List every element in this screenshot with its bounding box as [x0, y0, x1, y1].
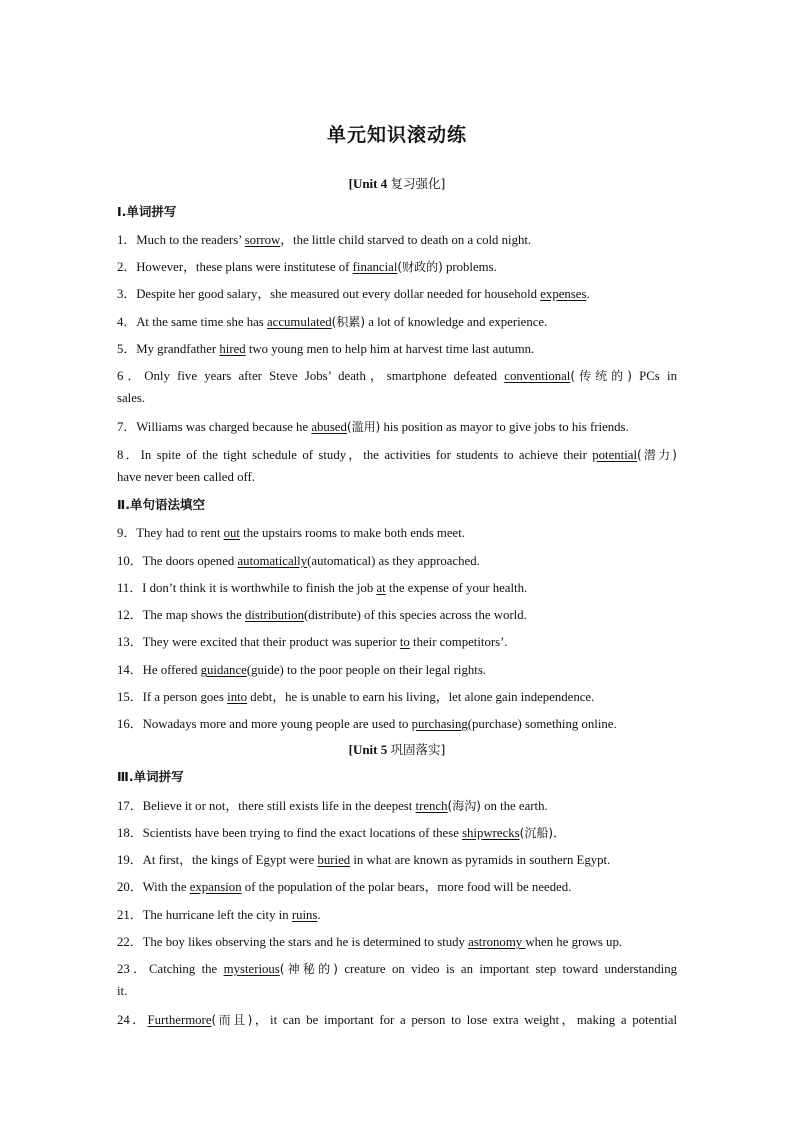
item-answer: accumulated — [266, 315, 332, 329]
exercise-item — [117, 338, 677, 357]
item-answer: conventional — [504, 369, 571, 383]
item-text-after: . — [317, 908, 321, 922]
page-title: 单元知识滚动练 — [326, 124, 467, 146]
item-text-after: ，the little child starved to death on a cold night. — [280, 233, 532, 247]
item-text-before: 23．Catching the — [117, 962, 224, 976]
item-text-before: 24． — [117, 1013, 148, 1027]
item-answer: financial — [352, 260, 398, 274]
unit-4-subtitle: 复习强化] — [390, 176, 446, 191]
exercise-item — [117, 550, 677, 569]
item-answer: ruins — [291, 908, 318, 922]
exercise-item — [117, 659, 677, 678]
item-text-after: the upstairs rooms to make both ends meet. — [239, 526, 465, 540]
item-answer: hired — [219, 342, 246, 356]
item-text-before: 20．With the — [117, 880, 190, 894]
item-text-before: 14．He offered — [117, 663, 201, 677]
exercise-item — [117, 686, 677, 705]
item-text-after: (guide) to the poor people on their legal rights. — [246, 663, 487, 677]
item-text-before: 5．My grandfather — [117, 342, 220, 356]
item-continuation: it. — [117, 984, 128, 998]
item-answer: shipwrecks — [462, 826, 520, 840]
item-text-after: (神秘的) creature on video is an important step toward understanding — [279, 962, 677, 976]
item-text-before: 1．Much to the readers’ — [117, 233, 245, 247]
item-text-before: 22．The boy likes observing the stars and he is determined to study — [117, 935, 469, 949]
item-text-before: 13．They were excited that their product was superior — [117, 635, 400, 649]
item-text-after: (潜力) — [637, 448, 677, 462]
item-text-before: 16．Nowadays more and more young people are used to — [117, 717, 412, 731]
unit-4-label: [Unit 4 — [348, 176, 388, 191]
item-answer: potential — [592, 448, 638, 462]
item-answer: expansion — [189, 880, 242, 894]
item-text-after: (而且)，it can be important for a person to lose extra weight，making a potential — [211, 1013, 677, 1027]
unit-5-label: [Unit 5 — [348, 742, 388, 757]
exercise-item — [117, 577, 677, 596]
item-text-before: 11．I don’t think it is worthwhile to finish the job — [117, 581, 377, 595]
item-answer: automatically — [237, 554, 308, 568]
section-heading-3: Ⅲ.单词拼写 — [117, 769, 184, 784]
item-text-before: 21．The hurricane left the city in — [117, 908, 292, 922]
item-text-before: 6．Only five years after Steve Jobs’ death，smartphone defeated — [117, 369, 505, 383]
item-text-before: 17．Believe it or not，there still exists life in the deepest — [117, 799, 416, 813]
exercise-item — [117, 416, 677, 435]
item-text-after: (海沟) on the earth. — [447, 799, 548, 813]
item-text-after: debt，he is unable to earn his living，let alone gain independence. — [247, 690, 595, 704]
item-answer: distribution — [244, 608, 304, 622]
exercise-item — [117, 1009, 677, 1028]
item-text-after: (财政的) problems. — [397, 260, 497, 274]
exercise-item — [117, 229, 677, 248]
item-answer: mysterious — [223, 962, 280, 976]
item-text-after: in what are known as pyramids in southern Egypt. — [350, 853, 611, 867]
item-answer: trench — [415, 799, 448, 813]
exercise-item — [117, 904, 677, 923]
item-answer: expenses — [540, 287, 587, 301]
item-text-after: two young men to help him at harvest time last autumn. — [245, 342, 535, 356]
item-text-before: 10．The doors opened — [117, 554, 238, 568]
unit-4-heading — [0, 174, 794, 192]
exercise-item — [117, 311, 677, 330]
section-heading-1: Ⅰ.单词拼写 — [117, 204, 177, 219]
exercise-item — [117, 604, 677, 623]
item-text-before: 19．At first，the kings of Egypt were — [117, 853, 318, 867]
item-text-after: . — [586, 287, 590, 301]
item-text-before: 18．Scientists have been trying to find the exact locations of these — [117, 826, 463, 840]
item-text-after: (purchase) something online. — [467, 717, 617, 731]
item-answer: at — [376, 581, 386, 595]
exercise-item — [117, 822, 677, 841]
item-text-after: (传统的) PCs in — [570, 369, 677, 383]
item-text-after: the expense of your health. — [385, 581, 528, 595]
unit-5-subtitle: 巩固落实] — [390, 742, 446, 757]
item-answer: abused — [311, 420, 347, 434]
item-text-before: 9．They had to rent — [117, 526, 224, 540]
item-answer: out — [223, 526, 240, 540]
item-text-before: 2．However，these plans were institutese of — [117, 260, 353, 274]
exercise-item — [117, 849, 677, 868]
item-answer: buried — [317, 853, 351, 867]
item-text-before: 12．The map shows the — [117, 608, 245, 622]
item-text-after: (automatical) as they approached. — [307, 554, 480, 568]
item-text-before: 4．At the same time she has — [117, 315, 267, 329]
exercise-item — [117, 795, 677, 814]
item-text-after: when he grows up. — [525, 935, 623, 949]
exercise-item — [117, 713, 677, 732]
exercise-item — [117, 876, 677, 895]
exercise-item — [117, 958, 677, 977]
item-answer: purchasing — [411, 717, 468, 731]
item-text-after: their competitors’. — [409, 635, 508, 649]
item-answer: astronomy — [468, 935, 526, 949]
item-answer: guidance — [200, 663, 247, 677]
exercise-item — [117, 365, 677, 384]
exercise-item — [117, 444, 677, 463]
item-answer: Furthermore — [147, 1013, 212, 1027]
item-text-before: 7．Williams was charged because he — [117, 420, 312, 434]
item-continuation: have never been called off. — [117, 470, 255, 484]
item-answer: sorrow — [244, 233, 281, 247]
item-text-after: (滥用) his position as mayor to give jobs to his friends. — [346, 420, 629, 434]
item-text-before: 8．In spite of the tight schedule of study，the activities for students to achieve their — [117, 448, 593, 462]
item-text-after: of the population of the polar bears，more food will be needed. — [241, 880, 572, 894]
exercise-item — [117, 283, 677, 302]
item-answer: to — [399, 635, 410, 649]
exercise-item — [117, 631, 677, 650]
item-continuation: sales. — [117, 391, 146, 405]
unit-5-heading — [0, 740, 794, 758]
exercise-item — [117, 522, 677, 541]
item-text-after: (沉船)． — [519, 826, 566, 840]
item-text-after: (distribute) of this species across the world. — [303, 608, 527, 622]
exercise-item — [117, 931, 677, 950]
item-text-after: (积累) a lot of knowledge and experience. — [331, 315, 548, 329]
item-text-before: 3．Despite her good salary，she measured out every dollar needed for household — [117, 287, 541, 301]
exercise-item — [117, 256, 677, 275]
section-heading-2: Ⅱ.单句语法填空 — [117, 497, 205, 512]
item-answer: into — [227, 690, 248, 704]
item-text-before: 15．If a person goes — [117, 690, 228, 704]
